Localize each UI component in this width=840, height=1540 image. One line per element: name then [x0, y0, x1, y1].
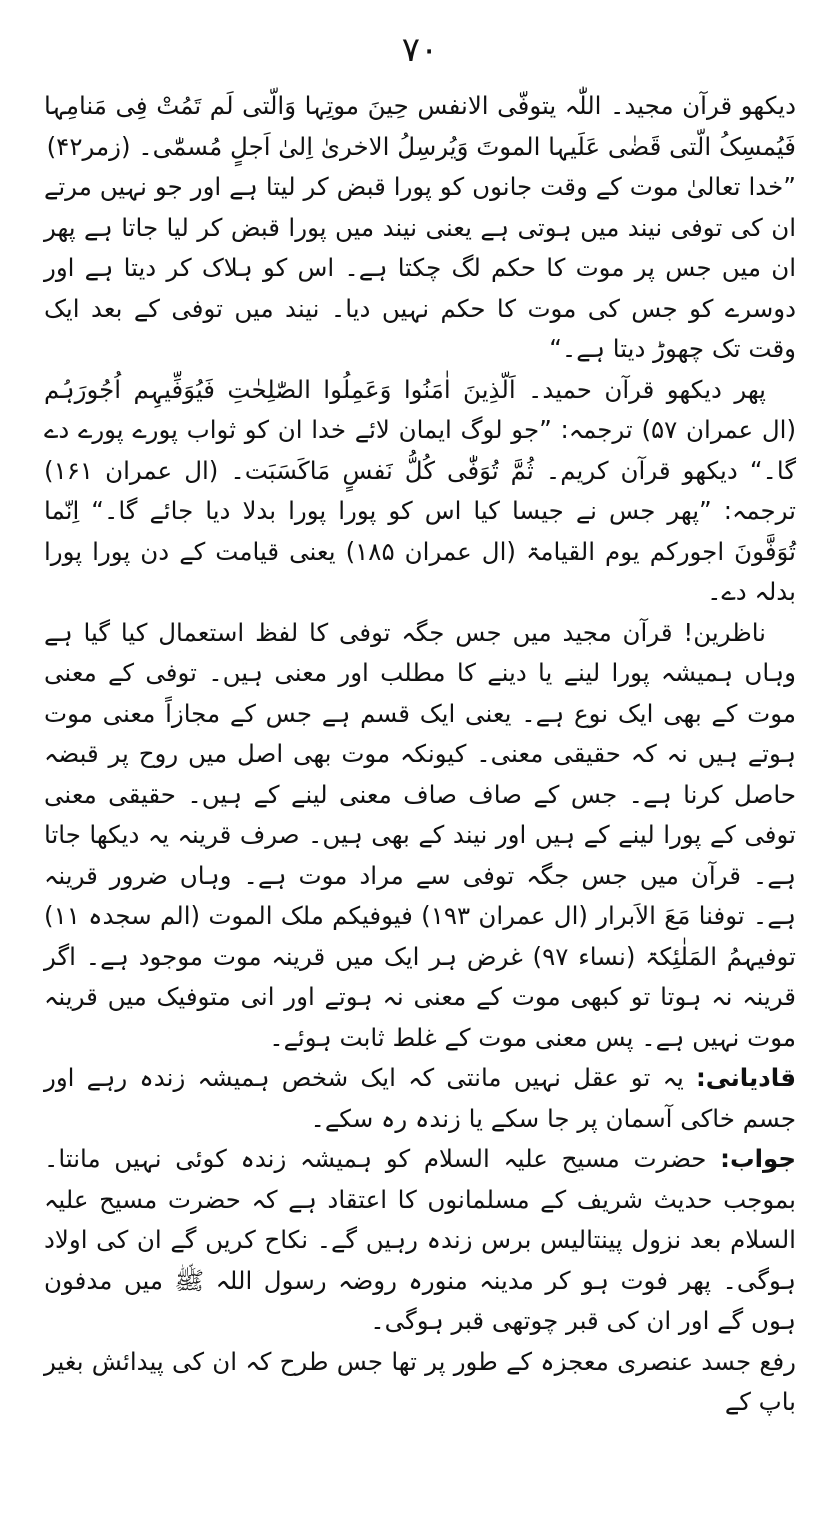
page-number: ۷۰: [401, 30, 439, 70]
paragraph-nazirin: ناظرین! قرآن مجید میں جس جگہ توفی کا لفظ استعمال کیا گیا ہے وہاں ہمیشہ پورا لینے یا دینے کا مطلب اور معنی ہیں۔ توفی کے معنی موت کے بھی ایک نوع ہے۔ یعنی ایک قسم ہے جس کے مجازاً معنی موت ہوتے ہیں نہ کہ حقیقی معنی۔ کیونکہ موت بھی اصل میں روح پر قبضہ حاصل کرنا ہے۔ جس کے صاف صاف معنی لینے کے ہیں۔ حقیقی معنی توفی کے پورا لینے کے ہیں اور نیند کے بھی ہیں۔ صرف قرینہ یہ دیکھا جاتا ہے۔ قرآن میں جس جگہ توفی سے مراد موت ہے۔ وہاں ضرور قرینہ ہے۔ توفنا مَعَ الاَبرار (ال عمران ۱۹۳) فیوفیکم ملک الموت (الم سجدہ ۱۱) توفیہمُ المَلٰئِکۃ (نساء ۹۷) غرض ہر ایک میں قرینہ موت موجود ہے۔ اگر قرینہ نہ ہوتا تو کبھی موت کے معنی نہ ہوتے اور انی متوفیک میں قرینہ موت نہیں ہے۔ پس معنی موت کے غلط ثابت ہوئے۔: [44, 617, 796, 1052]
page-body: [44, 86, 796, 1423]
paragraph-quran-zumar: دیکھو قرآن مجید۔ اللّٰہ یتوفّی الانفس حِینَ موتِہا وَالّتی لَم تَمُتْ فِی مَنامِہا فَیُمسِکُ الّتی قَضٰی عَلَیہا الموتَ وَیُرسِلُ الاخریٰ اِلیٰ اَجلٍ مُسمّٰی۔ (زمر۴۲): [44, 91, 796, 161]
qadiyani-text: یہ تو عقل نہیں مانتی کہ ایک شخص ہمیشہ زندہ رہے اور جسم خاکی آسمان پر جا سکے یا زندہ رہ سکے۔: [44, 1063, 796, 1133]
paragraph-translation-zumar: ”خدا تعالیٰ موت کے وقت جانوں کو پورا قبض کر لیتا ہے اور جو نہیں مرتے ان کی توفی نیند میں ہوتی ہے یعنی نیند میں پورا قبض کر لیا جاتا ہے پھر ان میں جس پر موت کا حکم لگ چکتا ہے۔ اس کو ہلاک کر دیتا ہے اور دوسرے کو جس کی موت کا حکم نہیں دیا۔ نیند میں توفی کے بعد ایک وقت تک چھوڑ دیتا ہے۔“: [44, 172, 796, 363]
jawab-text: حضرت مسیح علیہ السلام کو ہمیشہ زندہ کوئی نہیں مانتا۔ بموجب حدیث شریف کے مسلمانوں کا اعتقاد ہے کہ حضرت مسیح علیہ السلام بعد نزول پینتالیس برس زندہ رہیں گے۔ نکاح کریں گے ان کی اولاد ہوگی۔ پھر فوت ہو کر مدینہ منورہ روضہ رسول اللہ ﷺ میں مدفون ہوں گے اور ان کی قبر چوتھی قبر ہوگی۔: [44, 1144, 796, 1335]
jawab-label: جواب:: [720, 1144, 797, 1173]
paragraph-jawab: [44, 1139, 796, 1342]
paragraph-raf-jasad: رفع جسد عنصری معجزہ کے طور پر تھا جس طرح کہ ان کی پیدائش بغیر باپ کے: [44, 1346, 796, 1416]
paragraph-qadiyani: [44, 1058, 796, 1139]
paragraph-quran-al-imran: پھر دیکھو قرآن حمید۔ اَلّذِینَ اٰمَنُوا وَعَمِلُوا الصّٰلِحٰتِ فَیُوَفِّیہِم اُجُورَہُم (ال عمران ۵۷) ترجمہ: ”جو لوگ ایمان لائے خدا ان کو ثواب پورے پورے دے گا۔“ دیکھو قرآن کریم۔ ثُمَّ تُوَفّٰی کُلُّ نَفسٍ مَاکَسَبَت۔ (ال عمران ۱۶۱) ترجمہ: ”پھر جس نے جیسا کیا اس کو پورا پورا بدلا دیا جائے گا۔“ اِنّما تُوَفَّونَ اجورکم یوم القیامۃ (ال عمران ۱۸۵) یعنی قیامت کے دن پورا پورا بدلہ دے۔: [44, 374, 797, 606]
qadiyani-label: قادیانی:: [695, 1063, 796, 1092]
